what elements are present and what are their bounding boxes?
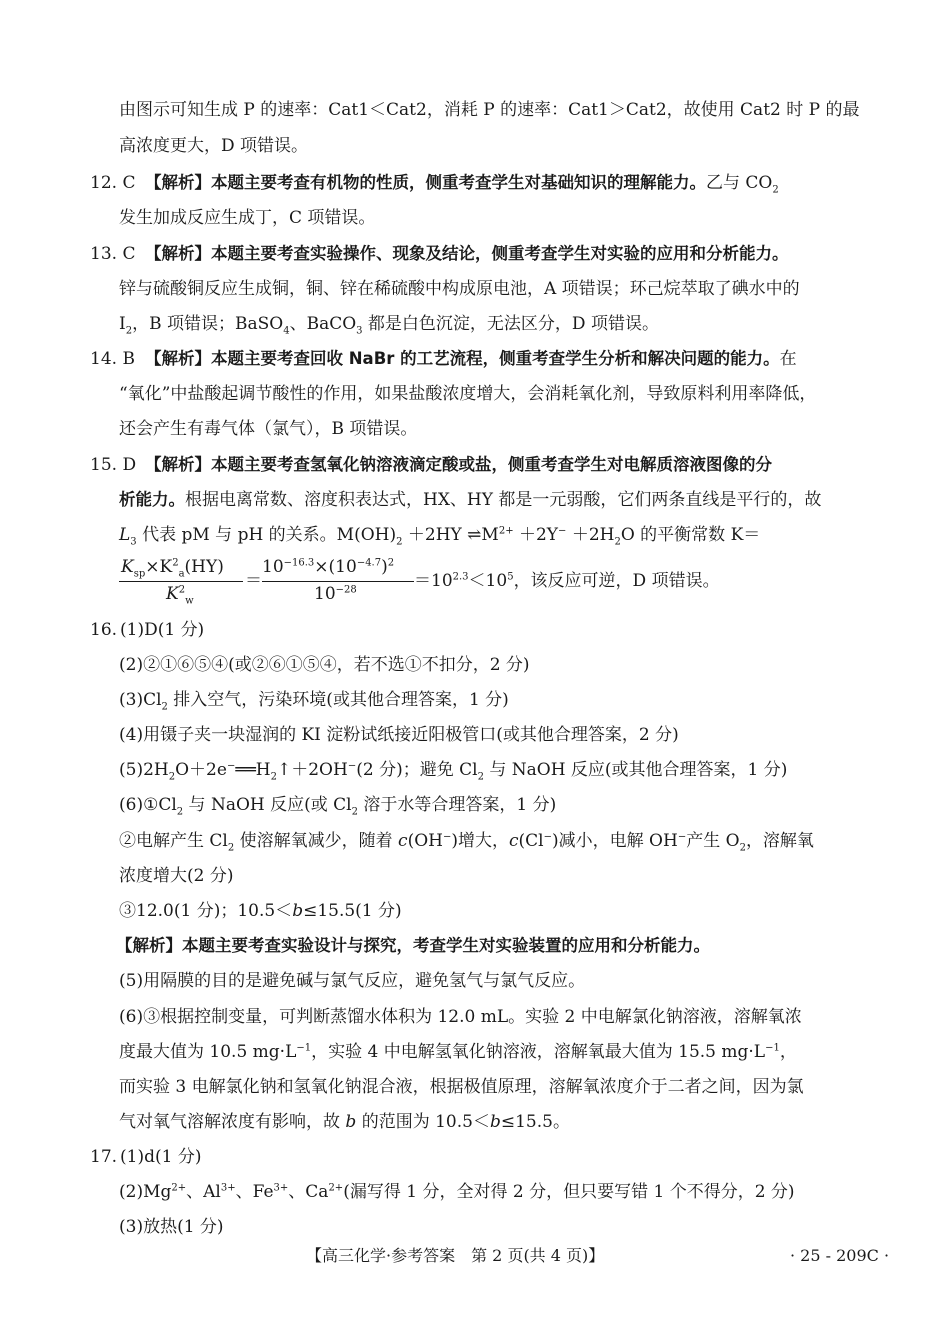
text-line: $L_3$ 代表 pM 与 pH 的关系。$M(OH)_2 +2HY$ $\rightleftharpoons M^{2+} +2Y^- +2H_2O$ 的平衡常数 K＝ [119, 525, 761, 548]
page-code: · 25 - 209C · [790, 1246, 890, 1265]
analysis-tag: 【解析】本题主要考查实验设计与探究，考查学生对实验装置的应用和分析能力。 [116, 936, 710, 955]
analysis-heading [116, 934, 710, 958]
answer-line: 浓度增大(2 分) [119, 866, 234, 886]
question-number: 12. C [90, 173, 136, 193]
question-number: 15. D [90, 455, 137, 475]
fraction-powers: $10^{-16.3}\times(10^{-4.7})^2$ $10^{-28}$ [262, 556, 422, 606]
analysis-tag: 【解析】本题主要考查氢氧化钠溶液滴定酸或盐，侧重考查学生对电解质溶液图像的分 [145, 455, 772, 474]
answer-line: ②电解产生 $Cl_2$ 使溶解氧减少，随着 c(OH−)增大，c(Cl−)减小，电解 OH−产生 $O_2$，溶解氧 [119, 831, 814, 854]
question-number: 17. [90, 1147, 118, 1167]
answer-line: $(5)2H_2O+2e^-══H_2↑+2OH^-(2$ 分)；避免 $Cl_2$ 与 NaOH 反应(或其他合理答案，1 分) [119, 760, 788, 783]
answer-line: ③12.0(1 分)；10.5＜b≤15.5(1 分) [119, 901, 402, 921]
equals-sign: ＝ [245, 571, 262, 591]
answer-line: $(3)Cl_2$ 排入空气，污染环境(或其他合理答案，1 分) [119, 690, 509, 713]
question-15 [90, 453, 772, 477]
answer-line: $(6)①Cl_2$ 与 NaOH 反应(或 $Cl_2$ 溶于水等合理答案，1 分) [119, 795, 557, 818]
fraction-ksp-ka: $K_{sp}\times K^2_a(HY)$ $K^2_w$ [119, 556, 249, 606]
text-line: 气对氧气溶解浓度有影响，故 b 的范围为 10.5＜b≤15.5。 [119, 1112, 570, 1132]
text-line: 而实验 3 电解氯化钠和氢氧化钠混合液，根据极值原理，溶解氧浓度介于二者之间，因为氯 [119, 1077, 804, 1097]
question-number: 13. C [90, 244, 136, 264]
question-12: 12. C 【解析】本题主要考查有机物的性质，侧重考查学生对基础知识的理解能力。乙与 $CO_2$ [90, 173, 779, 196]
answer-line: (3)放热(1 分) [119, 1217, 224, 1237]
page-footer: 【高三化学·参考答案 第 2 页(共 4 页)】 [306, 1246, 605, 1265]
text-line: 发生加成反应生成丁，C 项错误。 [119, 208, 376, 228]
question-16: 16. (1)D(1 分) [90, 620, 205, 640]
question-13 [90, 242, 789, 266]
text-line: 锌与硫酸铜反应生成铜，铜、锌在稀硫酸中构成原电池，A 项错误；环己烷萃取了碘水中的 [119, 279, 800, 299]
analysis-tag: 【解析】本题主要考查有机物的性质，侧重考查学生对基础知识的理解能力。 [145, 173, 706, 192]
answer-line: (4)用镊子夹一块湿润的 KI 淀粉试纸接近阳极管口(或其他合理答案，2 分) [119, 725, 679, 745]
analysis-tag: 【解析】本题主要考查实验操作、现象及结论，侧重考查学生对实验的应用和分析能力。 [145, 244, 789, 263]
text-line: (5)用隔膜的目的是避免碱与氯气反应，避免氢气与氯气反应。 [119, 971, 586, 991]
answer-line: (2)②①⑥⑤④(或②⑥①⑤④，若不选①不扣分，2 分) [119, 655, 530, 675]
text-line: 析能力。根据电离常数、溶度积表达式，HX、HY 都是一元弱酸，它们两条直线是平行的，故 [119, 490, 822, 510]
text-line: $I_2$，B 项错误；BaSO$_4$、BaCO$_3$ 都是白色沉淀，无法区分，D 项错误。 [119, 314, 659, 337]
question-number: 16. [90, 620, 118, 640]
text-line: “氧化”中盐酸起调节酸性的作用，如果盐酸浓度增大，会消耗氧化剂，导致原料利用率降低， [119, 384, 817, 404]
question-17: 17. (1)d(1 分) [90, 1147, 202, 1167]
text-line: 由图示可知生成 P 的速率：Cat1＜Cat2，消耗 P 的速率：Cat1＞Cat2，故使用 Cat2 时 P 的最 [119, 100, 860, 120]
text-line: 度最大值为 10.5 $mg\cdot L^{-1}$，实验 4 中电解氢氧化钠溶液，溶解氧最大值为 15.5 $mg\cdot L^{-1}$， [119, 1042, 797, 1062]
text-line: 高浓度更大，D 项错误。 [119, 136, 309, 156]
question-14: 14. B 【解析】本题主要考查回收 NaBr 的工艺流程，侧重考查学生分析和解决问题的能力。在 [90, 349, 797, 369]
analysis-tag: 【解析】本题主要考查回收 NaBr 的工艺流程，侧重考查学生分析和解决问题的能力。 [145, 349, 780, 368]
text-line: 还会产生有毒气体（氯气），B 项错误。 [119, 419, 418, 439]
text-line: $=10^{2.3}<10^5$，该反应可逆，D 项错误。 [414, 571, 720, 591]
answer-line: $(2)Mg^{2+}$、$Al^{3+}$、$Fe^{3+}$、$Ca^{2+}$(漏写得 1 分，全对得 2 分，但只要写错 1 个不得分，2 分) [119, 1182, 795, 1202]
question-number: 14. B [90, 349, 135, 369]
text-line: (6)③根据控制变量，可判断蒸馏水体积为 12.0 mL。实验 2 中电解氯化钠溶液，溶解氧浓 [119, 1007, 802, 1027]
